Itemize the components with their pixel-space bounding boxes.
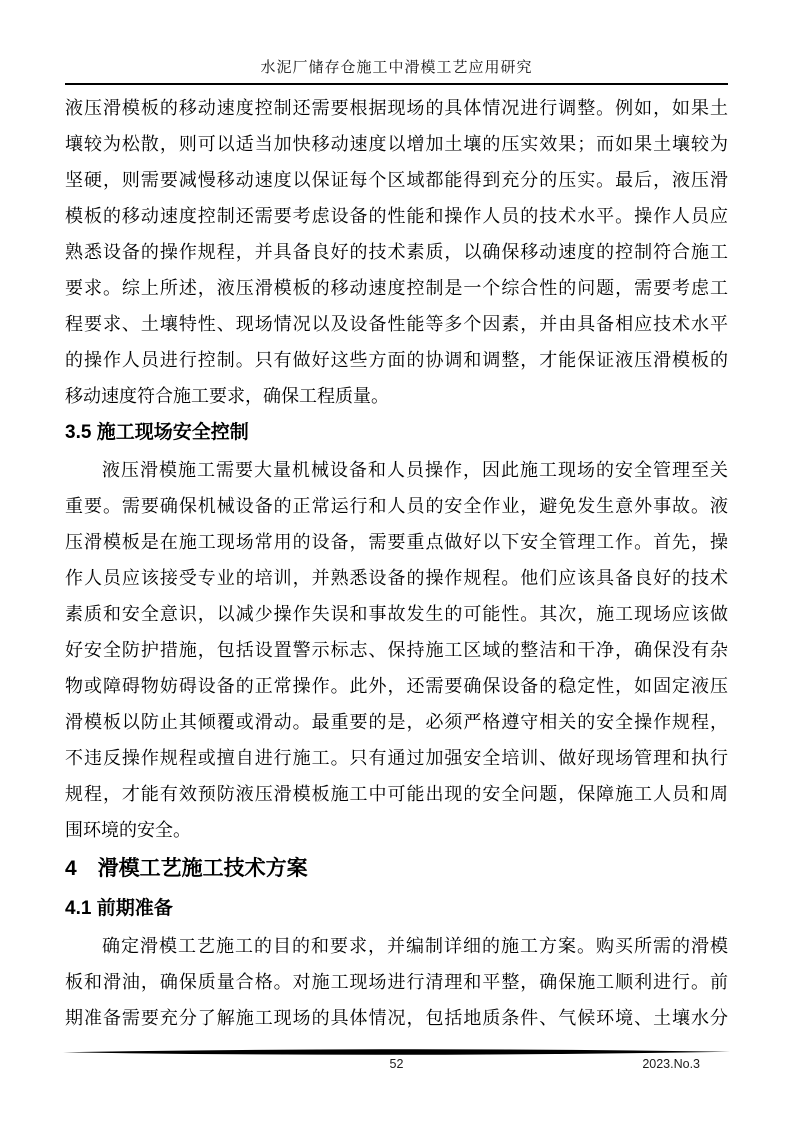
- text-line: 液压滑模施工需要大量机械设备和人员操作，因此施工现场的安全管理至关: [102, 460, 728, 480]
- text-line: 液压滑模板的移动速度控制还需要根据现场的具体情况进行调整。例如，如果土: [65, 98, 728, 118]
- text-line: 围环境的安全。: [65, 820, 191, 840]
- text-line: 要求。综上所述，液压滑模板的移动速度控制是一个综合性的问题，需要考虑工: [65, 278, 728, 298]
- text-line: 坚硬，则需要减慢移动速度以保证每个区域都能得到充分的压实。最后，液压滑: [65, 170, 728, 190]
- text-line: 壤较为松散，则可以适当加快移动速度以增加土壤的压实效果；而如果土壤较为: [65, 134, 728, 154]
- paragraph: [65, 928, 728, 1036]
- subsection-heading: 4.1 前期准备: [65, 898, 173, 919]
- footer-divider-bar: [63, 1048, 730, 1056]
- text-line: 确定滑模工艺施工的目的和要求，并编制详细的施工方案。购买所需的滑模: [102, 936, 728, 956]
- paragraph: [65, 90, 728, 414]
- page-header: [65, 0, 728, 85]
- text-line: 移动速度符合施工要求，确保工程质量。: [65, 386, 389, 406]
- text-line: 板和滑油，确保质量合格。对施工现场进行清理和平整，确保施工顺利进行。前: [65, 972, 728, 992]
- text-line: 不违反操作规程或擅自进行施工。只有通过加强安全培训、做好现场管理和执行: [65, 748, 728, 768]
- document-body: [65, 90, 728, 1036]
- text-line: 程要求、土壤特性、现场情况以及设备性能等多个因素，并由具备相应技术水平: [65, 314, 728, 334]
- page-footer: [63, 1048, 730, 1074]
- text-line: 滑模板以防止其倾覆或滑动。最重要的是，必须严格遵守相关的安全操作规程，: [65, 712, 728, 732]
- page-number: 52: [389, 1057, 404, 1071]
- issue-label: 2023.No.3: [642, 1057, 700, 1071]
- subsection-heading: 3.5 施工现场安全控制: [65, 422, 249, 443]
- text-line: 的操作人员进行控制。只有做好这些方面的协调和调整，才能保证液压滑模板的: [65, 350, 728, 370]
- text-line: 重要。需要确保机械设备的正常运行和人员的安全作业，避免发生意外事故。液: [65, 496, 728, 516]
- text-line: 模板的移动速度控制还需要考虑设备的性能和操作人员的技术水平。操作人员应: [65, 206, 728, 226]
- text-line: 素质和安全意识，以减少操作失误和事故发生的可能性。其次，施工现场应该做: [65, 604, 728, 624]
- running-head: 水泥厂储存仓施工中滑模工艺应用研究: [260, 60, 533, 76]
- text-line: 期准备需要充分了解施工现场的具体情况，包括地质条件、气候环境、土壤水分: [65, 1008, 728, 1028]
- section-heading: 4 滑模工艺施工技术方案: [65, 857, 308, 880]
- text-line: 熟悉设备的操作规程，并具备良好的技术素质，以确保移动速度的控制符合施工: [65, 242, 728, 262]
- text-line: 作人员应该接受专业的培训，并熟悉设备的操作规程。他们应该具备良好的技术: [65, 568, 728, 588]
- footer-row: [63, 1056, 730, 1074]
- paragraph: [65, 452, 728, 848]
- text-line: 规程，才能有效预防液压滑模板施工中可能出现的安全问题，保障施工人员和周: [65, 784, 728, 804]
- text-line: 好安全防护措施，包括设置警示标志、保持施工区域的整洁和干净，确保没有杂: [65, 640, 728, 660]
- text-line: 物或障碍物妨碍设备的正常操作。此外，还需要确保设备的稳定性，如固定液压: [65, 676, 728, 696]
- text-line: 压滑模板是在施工现场常用的设备，需要重点做好以下安全管理工作。首先，操: [65, 532, 728, 552]
